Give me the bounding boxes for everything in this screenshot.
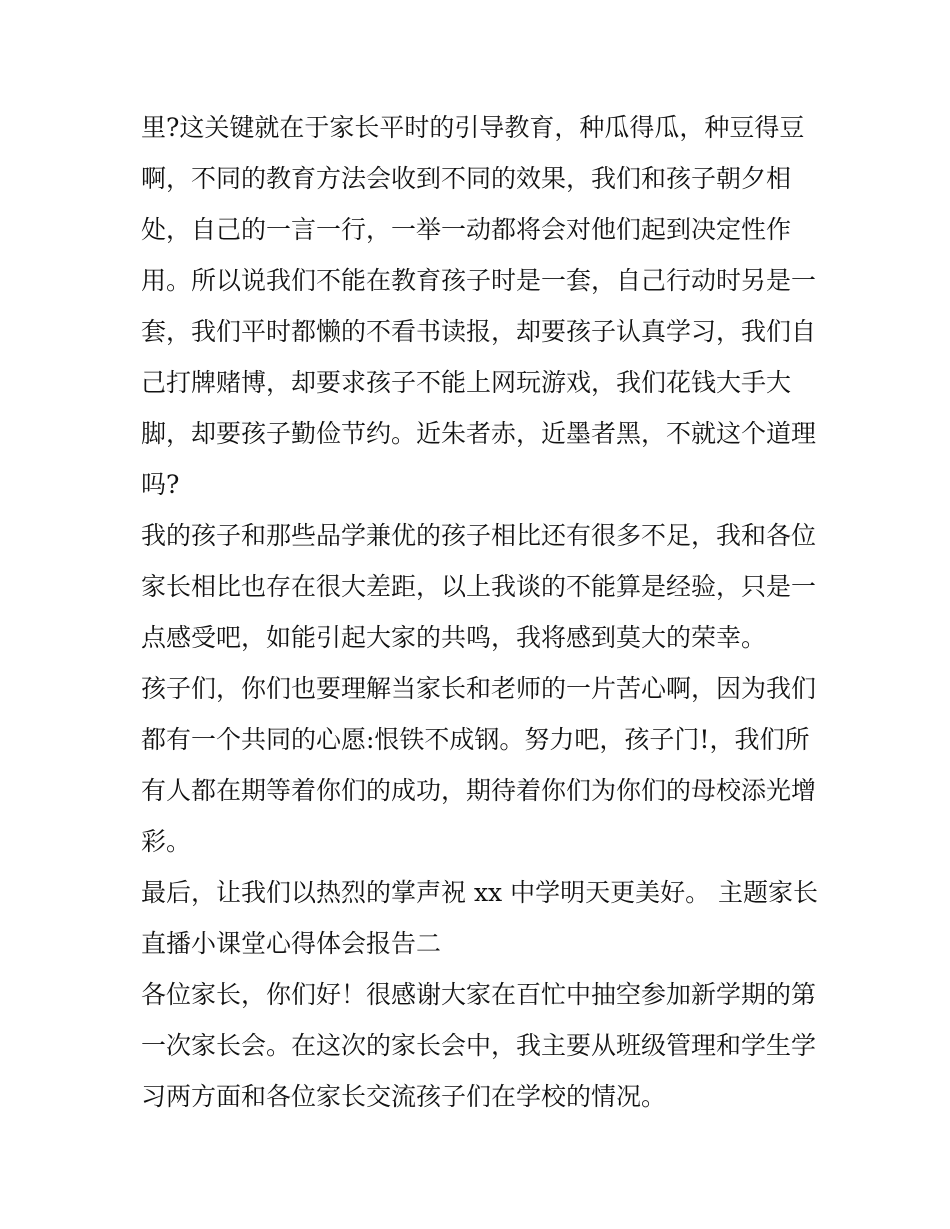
- text-line: 用。所以说我们不能在教育孩子时是一套，自己行动时另是一: [141, 266, 817, 295]
- text-line: 最后，让我们以热烈的掌声祝 xx 中学明天更美好。 主题家长: [141, 878, 819, 907]
- text-line: 点感受吧，如能引起大家的共鸣，我将感到莫大的荣幸。: [141, 623, 767, 652]
- text-line: 孩子们，你们也要理解当家长和老师的一片苦心啊，因为我们: [141, 674, 817, 703]
- text-line: 各位家长，你们好！很感谢大家在百忙中抽空参加新学期的第: [141, 980, 817, 1009]
- text-line: 一次家长会。在这次的家长会中，我主要从班级管理和学生学: [141, 1031, 817, 1060]
- text-line: 脚，却要孩子勤俭节约。近朱者赤，近墨者黑，不就这个道理: [141, 419, 817, 448]
- text-line: 吗?: [141, 470, 180, 499]
- text-line: 套，我们平时都懒的不看书读报，却要孩子认真学习，我们自: [141, 317, 817, 346]
- text-line: 彩。: [141, 827, 192, 856]
- text-line: 有人都在期等着你们的成功，期待着你们为你们的母校添光增: [141, 776, 817, 805]
- text-line: 啊，不同的教育方法会收到不同的效果，我们和孩子朝夕相: [141, 164, 792, 193]
- text-line: 处，自己的一言一行，一举一动都将会对他们起到决定性作: [141, 215, 792, 244]
- text-line: 我的孩子和那些品学兼优的孩子相比还有很多不足，我和各位: [141, 521, 817, 550]
- text-line: 直播小课堂心得体会报告二: [141, 929, 442, 958]
- text-line: 都有一个共同的心愿:恨铁不成钢。努力吧，孩子门!，我们所: [141, 725, 810, 754]
- text-line: 习两方面和各位家长交流孩子们在学校的情况。: [141, 1082, 667, 1111]
- text-line: 里?这关键就在于家长平时的引导教育，种瓜得瓜，种豆得豆: [141, 113, 805, 142]
- text-line: 己打牌赌博，却要求孩子不能上网玩游戏，我们花钱大手大: [141, 368, 792, 397]
- text-line: 家长相比也存在很大差距，以上我谈的不能算是经验，只是一: [141, 572, 817, 601]
